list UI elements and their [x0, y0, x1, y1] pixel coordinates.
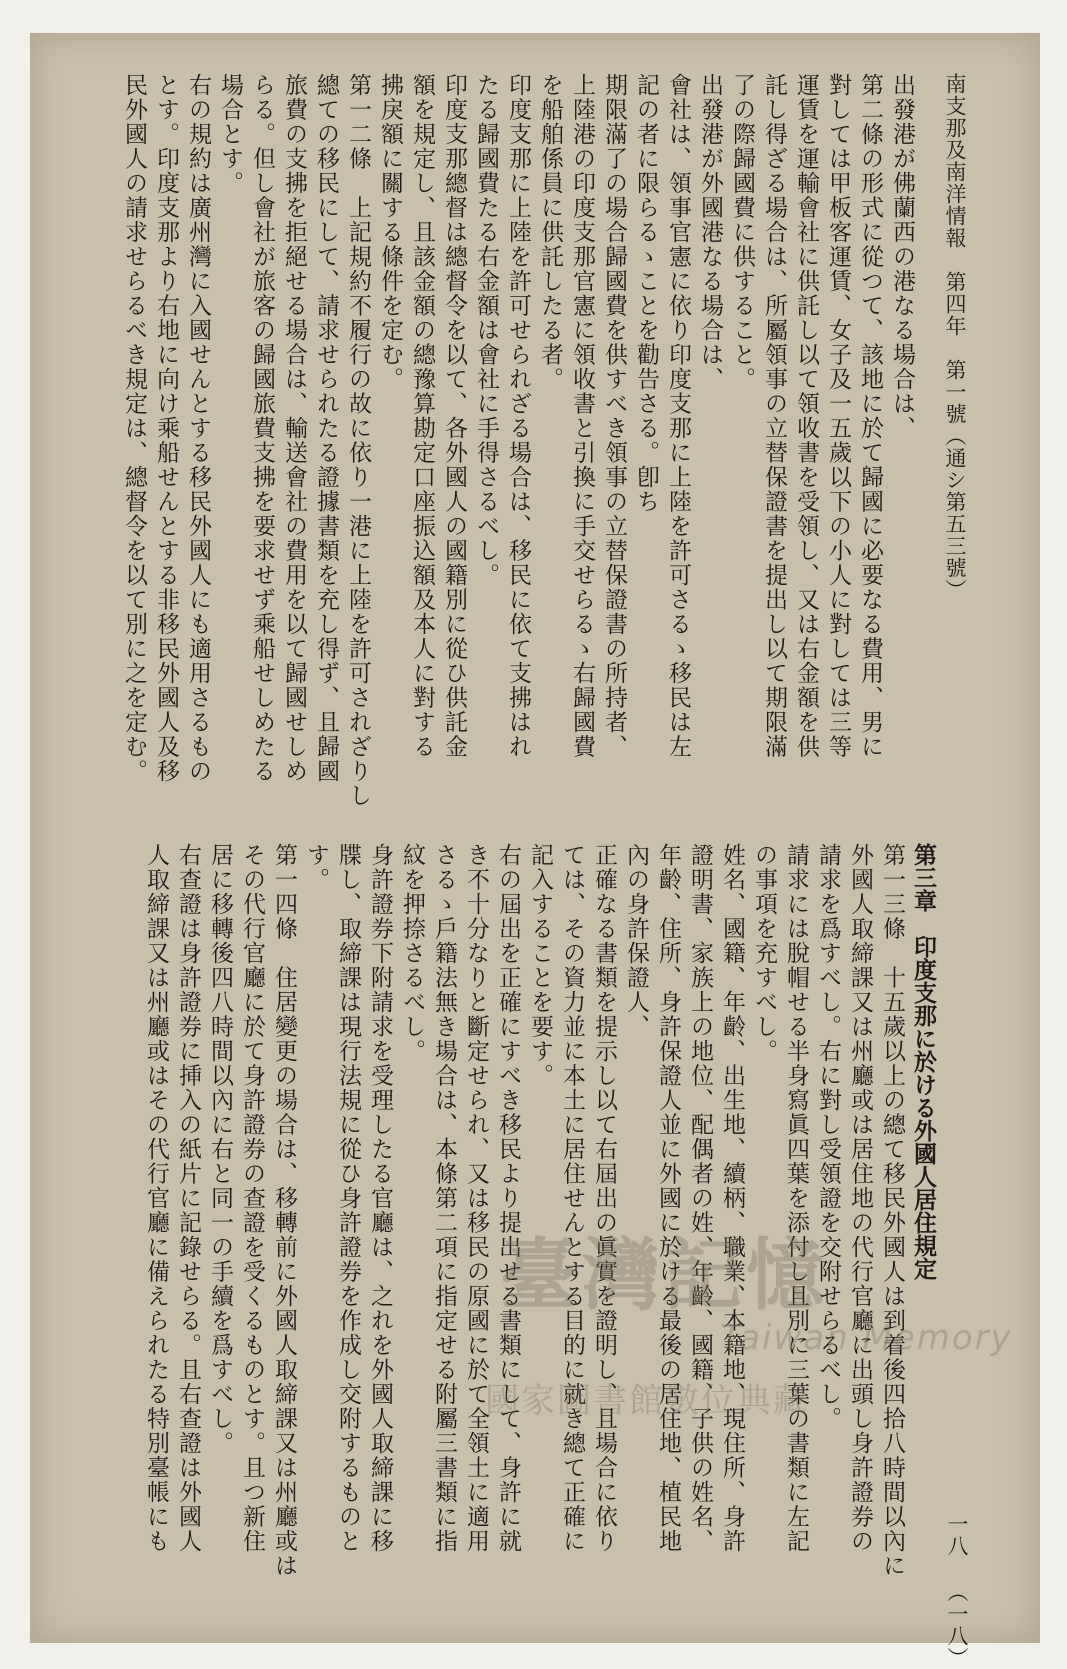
text-line: らる。但し會社が旅客の歸國旅費支拂を要求せず乘船せしめたる [249, 73, 275, 784]
text-line: 民外國人の請求せらるべき規定は、總督令を以て別に之を定む。 [121, 73, 147, 784]
text-line: 印度支那に上陸を許可せられざる場合は、移民に依て支拂はれ [505, 73, 531, 759]
text-line: 第一四條 住居變更の場合は、移轉前に外國人取締課又は州廳或は [271, 843, 297, 1578]
text-line: 會社は、領事官憲に依り印度支那に上陸を許可さるゝ移民は左 [665, 73, 691, 759]
text-line: 姓名、國籍、年齡、出生地、續柄、職業、本籍地、現住所、身許 [719, 843, 745, 1554]
text-line: 右查證は身許證券に挿入の紙片に記錄せらる。且右查證は外國人 [175, 843, 201, 1554]
text-line: さるゝ戶籍法無き場合は、本條第二項に指定せる附屬三書類に指 [431, 843, 457, 1554]
text-line: 居に移轉後四八時間以內に右と同一の手續を爲すべし。 [207, 843, 233, 1456]
running-header: 南支那及南洋情報 第四年 第一號（通シ第五三號） [943, 73, 967, 601]
text-line: 期限滿了の場合歸國費を供すべき領事の立替保證書の所持者、 [601, 73, 627, 759]
text-line: 第一二條 上記規約不履行の故に依り一港に上陸を許可されざりし [345, 73, 371, 808]
page-number-parenthetical: （一八） [945, 1581, 969, 1669]
text-line: 第二條の形式に從つて、該地に於て歸國に必要なる費用、男に [857, 73, 883, 759]
text-line: 託し得ざる場合は、所屬領事の立替保證書を提出し以て期限滿 [761, 73, 787, 759]
text-line: 牒し、取締課は現行法規に從ひ身許證券を作成し交附するものと [335, 843, 361, 1554]
text-line: 運賃を運輸會社に供託し以て領收書を受領し、又は右金額を供 [793, 73, 819, 759]
text-line: 右の屆出を正確にすべき移民より提出せる書類にして、身許に就 [495, 843, 521, 1554]
text-line: 出發港が佛蘭西の港なる場合は、 [889, 73, 915, 441]
text-line: 身許證券下附請求を受理したる官廳は、之れを外國人取締課に移 [367, 843, 393, 1554]
text-line: 旅費の支拂を拒絕せる場合は、輸送會社の費用を以て歸國せしめ [281, 73, 307, 784]
text-line: を船舶係員に供託したる者。 [537, 73, 563, 392]
text-line: 請求には脫帽せる半身寫眞四葉を添付し且別に三葉の書類に左記 [783, 843, 809, 1554]
text-line: 拂戾額に關する條件を定む。 [377, 73, 403, 392]
watermark-subtitle: 國家圖書館數位典藏 [485, 1381, 809, 1421]
text-line: 內の身許保證人、 [623, 843, 649, 1039]
text-line: 記の者に限らるゝことを勸告さる。卽ち [633, 73, 659, 514]
text-line: 外國人取締課又は州廳或は居住地の代行官廳に出頭し身許證券の [847, 843, 873, 1554]
text-line: たる歸國費たる右金額は會社に手得さるべし。 [473, 73, 499, 588]
text-line: き不十分なりと斷定せられ、又は移民の原國に於て全領土に適用 [463, 843, 489, 1554]
text-line: 證明書、家族上の地位、配偶者の姓、年齡、國籍、子供の姓名、 [687, 843, 713, 1554]
page-number: 一八 [945, 1513, 969, 1557]
text-line: 人取締課又は州廳或はその代行官廳に備えられたる特別臺帳にも [143, 843, 169, 1554]
text-line: 年齡、住所、身許保證人並に外國に於ける最後の居住地、植民地 [655, 843, 681, 1554]
text-line: 正確なる書類を提示し以て右屆出の眞實を證明し、且場合に依り [591, 843, 617, 1554]
text-line: の事項を充すべし。 [751, 843, 777, 1064]
text-line: ては、その資力並に本土に居住せんとする目的に就き總て正確に [559, 843, 585, 1554]
top-text-block [118, 73, 918, 833]
text-line: 總ての移民にして、請求せられたる證據書類を充し得ず、且歸國 [313, 73, 339, 784]
text-line: 了の際歸國費に供すること。 [729, 73, 755, 392]
text-line: 第一三條 十五歲以上の總て移民外國人は到着後四拾八時間以內に [879, 843, 905, 1578]
text-line: 記入することを要す。 [527, 843, 553, 1088]
document-page [30, 33, 1040, 1669]
text-line: 右の規約は廣州灣に入國せんとする移民外國人にも適用さるもの [185, 73, 211, 784]
text-line: 印度支那總督は總督令を以て、各外國人の國籍別に從ひ供託金 [441, 73, 467, 759]
chapter-heading: 第三章 印度支那に於ける外國人居住規定 [910, 843, 937, 1280]
text-line: とす。印度支那より右地に向け乘船せんとする非移民外國人及移 [153, 73, 179, 784]
text-line: 紋を押捺さるべし。 [399, 843, 425, 1064]
text-line: す。 [303, 843, 329, 892]
watermark-english: Taiwan Memory [720, 1318, 1013, 1358]
text-line: 上陸港の印度支那官憲に領收書と引換に手交せらるゝ右歸國費 [569, 73, 595, 759]
text-line: その代行官廳に於て身許證券の查證を受くるものとす。且つ新住 [239, 843, 265, 1554]
text-line: 請求を爲すべし。右に對し受領證を交附せらるべし。 [815, 843, 841, 1431]
text-line: 場合とす。 [217, 73, 243, 196]
text-line: 額を規定し、且該金額の總豫算勘定口座振込額及本人に對する [409, 73, 435, 759]
watermark-logo: 臺灣記憶 [500, 1231, 829, 1321]
text-line: 出發港が外國港なる場合は、 [697, 73, 723, 392]
text-line: 對しては甲板客運賃、女子及一五歲以下の小人に對しては三等 [825, 73, 851, 759]
